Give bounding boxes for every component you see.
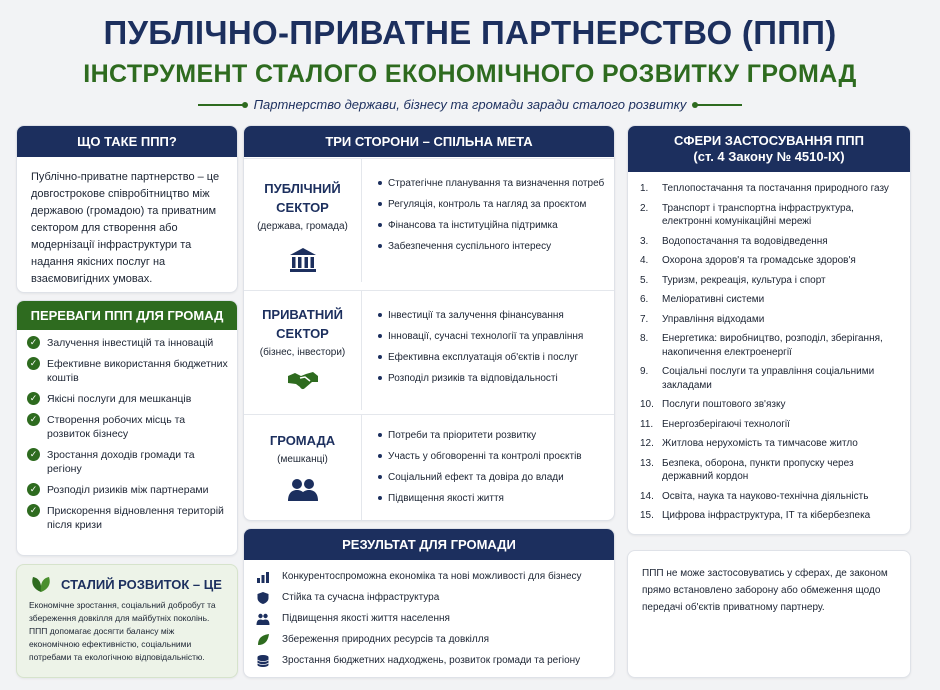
people-icon	[286, 477, 320, 503]
sustainable-text: Економічне зростання, соціальний добробут та збереження довкілля для майбутніх поколінь. ППП допомагає досягти балансу між економічною ефективністю, соціальними потребами та екологічною відповідальністю.	[29, 600, 216, 662]
list-item: 13. Безпека, оборона, пункти пропуску через державний кордон	[640, 457, 854, 482]
spheres-card	[627, 125, 911, 535]
check-icon: ✓	[27, 504, 40, 517]
side-label	[244, 415, 362, 521]
sustainable-title: СТАЛИЙ РОЗВИТОК – ЦЕ	[61, 576, 222, 592]
list-item: 5. Туризм, рекреація, культура і спорт	[640, 274, 826, 286]
advantage-item: ✓ Якісні послуги для мешканців	[27, 392, 229, 406]
side-note: (мешканці)	[277, 454, 328, 465]
spheres-title: СФЕРИ ЗАСТОСУВАННЯ ППП (ст. 4 Закону № 4510-IX)	[628, 126, 910, 172]
people-icon	[256, 612, 270, 626]
side-items	[362, 291, 591, 410]
result-item: Конкурентоспроможна економіка та нові можливості для бізнесу	[256, 566, 604, 587]
three-sides-title: ТРИ СТОРОНИ – СПІЛЬНА МЕТА	[244, 126, 614, 157]
list-item: 4. Охорона здоров'я та громадське здоров'я	[640, 255, 856, 266]
list-item: 7. Управління відходами	[640, 313, 765, 325]
list-item: Підвищення якості життя	[378, 492, 582, 505]
three-sides-card	[243, 125, 615, 521]
list-item: Забезпечення суспільного інтересу	[378, 240, 604, 253]
shield-icon	[256, 591, 270, 605]
side-row-private	[244, 290, 615, 410]
advantage-item: ✓ Прискорення відновлення територій після кризи	[27, 504, 229, 532]
list-item: Розподіл ризиків та відповідальності	[378, 372, 583, 385]
result-item: Зростання бюджетних надходжень, розвиток громади та регіону	[256, 650, 604, 671]
result-title: РЕЗУЛЬТАТ ДЛЯ ГРОМАДИ	[244, 529, 614, 560]
tagline	[0, 97, 940, 112]
advantage-item: ✓ Розподіл ризиків між партнерами	[27, 483, 229, 497]
side-name: ПУБЛІЧНИЙ СЕКТОР	[264, 181, 341, 215]
list-item: Фінансова та інституційна підтримка	[378, 219, 604, 232]
list-item: Стратегічне планування та визначення потреб	[378, 177, 604, 190]
list-item: Участь у обговоренні та контролі проєктів	[378, 450, 582, 463]
leaf-icon	[256, 633, 270, 647]
tagline-text: Партнерство держави, бізнесу та громади заради сталого розвитку	[253, 97, 687, 112]
page-title: ПУБЛІЧНО-ПРИВАТНЕ ПАРТНЕРСТВО (ППП)	[103, 14, 837, 51]
restriction-note-text: ППП не може застосовуватись у сферах, де законом прямо встановлено заборону або обмеження щодо передачі об'єктів приватному партнеру.	[642, 568, 888, 613]
list-item: 6. Меліоративні системи	[640, 294, 765, 305]
advantages-card	[16, 300, 238, 556]
list-item: 12. Житлова нерухомість та тимчасове житло	[640, 438, 858, 449]
side-note: (бізнес, інвестори)	[259, 347, 346, 358]
list-item: 1. Теплопостачання та постачання природного газу	[640, 183, 889, 194]
result-item: Стійка та сучасна інфраструктура	[256, 587, 604, 608]
list-item: 14. Освіта, наука та науково-технічна діяльність	[640, 490, 869, 502]
advantage-item: ✓ Залучення інвестицій та інновацій	[27, 336, 229, 350]
advantage-item: ✓ Зростання доходів громади та регіону	[27, 448, 229, 476]
list-item: Потреби та пріоритети розвитку	[378, 429, 582, 442]
tagline-divider-right	[694, 104, 742, 106]
side-label	[244, 159, 362, 282]
check-icon: ✓	[27, 483, 40, 496]
side-items	[362, 159, 612, 282]
list-item: 10. Послуги поштового зв'язку	[640, 399, 786, 410]
bar-chart-icon	[256, 570, 270, 584]
advantages-title: ПЕРЕВАГИ ППП ДЛЯ ГРОМАД	[17, 301, 237, 330]
handshake-icon	[286, 368, 320, 392]
what-is-ppp-text: Публічно-приватне партнерство – це довгострокове співробітництво між державою (громадою) та приватним сектором для створення або модернізації інфраструктури та надання якісних послуг на взаємовигідних умовах.	[31, 171, 220, 285]
check-icon: ✓	[27, 357, 40, 370]
side-label	[244, 291, 362, 410]
restriction-note-card	[627, 550, 911, 678]
list-item: 15. Цифрова інфраструктура, ІТ та кібербезпека	[640, 510, 871, 521]
side-name: ГРОМАДА	[269, 433, 336, 448]
check-icon: ✓	[27, 448, 40, 461]
list-item: Регуляція, контроль та нагляд за проєктом	[378, 198, 604, 211]
advantages-list	[17, 330, 237, 532]
list-item: 9. Соціальні послуги та управління соціальними закладами	[640, 366, 875, 391]
list-item: 2. Транспорт і транспортна інфраструктура, електронні комунікаційні мережі	[640, 202, 854, 227]
list-item: Інновації, сучасні технології та управління	[378, 330, 583, 343]
leaf-icon	[29, 575, 53, 593]
side-row-community	[244, 414, 615, 521]
government-building-icon	[288, 246, 318, 274]
page-subtitle: ІНСТРУМЕНТ СТАЛОГО ЕКОНОМІЧНОГО РОЗВИТКУ ГРОМАД	[83, 60, 857, 88]
advantage-item: ✓ Ефективне використання бюджетних коштів	[27, 357, 229, 385]
what-is-ppp-card	[16, 125, 238, 293]
list-item: Соціальний ефект та довіра до влади	[378, 471, 582, 484]
side-note: (держава, громада)	[257, 221, 348, 232]
list-item: Інвестиції та залучення фінансування	[378, 309, 583, 322]
sustainable-header	[17, 565, 237, 599]
result-list	[244, 560, 614, 671]
coins-icon	[256, 654, 270, 668]
what-is-ppp-title: ЩО ТАКЕ ППП?	[17, 126, 237, 157]
list-item: 3. Водопостачання та водовідведення	[640, 235, 828, 247]
result-card	[243, 528, 615, 678]
advantage-item: ✓ Створення робочих місць та розвиток бізнесу	[27, 413, 229, 441]
list-item: Ефективна експлуатація об'єктів і послуг	[378, 351, 583, 364]
side-name: ПРИВАТНИЙ СЕКТОР	[262, 307, 343, 341]
spheres-list	[628, 172, 910, 523]
result-item: Підвищення якості життя населення	[256, 608, 604, 629]
check-icon: ✓	[27, 336, 40, 349]
sustainable-development-card	[16, 564, 238, 678]
list-item: 8. Енергетика: виробництво, розподіл, зберігання, накопичення електроенергії	[640, 333, 883, 358]
tagline-divider-left	[198, 104, 246, 106]
list-item: 11. Енергозберігаючі технології	[640, 418, 790, 430]
check-icon: ✓	[27, 413, 40, 426]
result-item: Збереження природних ресурсів та довкілля	[256, 629, 604, 650]
side-row-public	[244, 158, 615, 282]
check-icon: ✓	[27, 392, 40, 405]
side-items	[362, 415, 590, 521]
